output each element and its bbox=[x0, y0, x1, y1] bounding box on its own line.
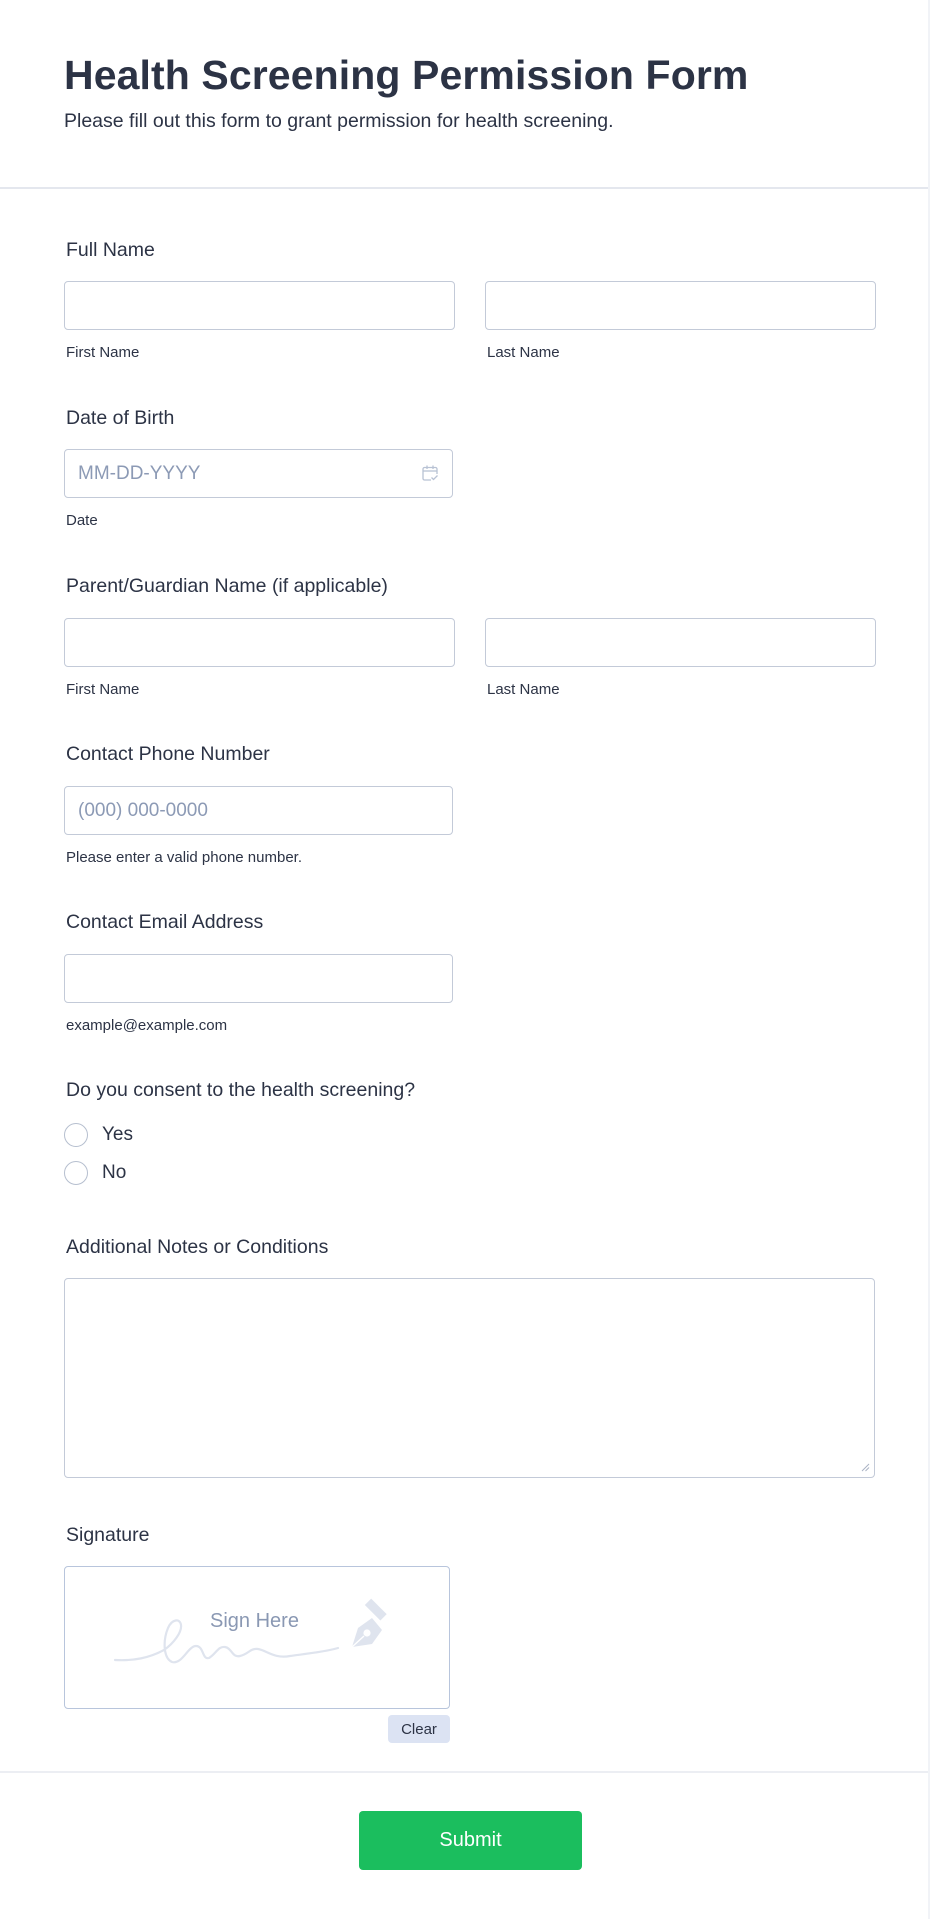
phone-sublabel: Please enter a valid phone number. bbox=[66, 849, 302, 866]
phone-input[interactable] bbox=[64, 786, 453, 835]
full-name-label: Full Name bbox=[66, 239, 155, 261]
page-subtitle: Please fill out this form to grant permission for health screening. bbox=[64, 110, 614, 132]
full-name-first-sublabel: First Name bbox=[66, 344, 140, 361]
guardian-last-sublabel: Last Name bbox=[487, 681, 560, 698]
email-input[interactable] bbox=[64, 954, 453, 1003]
guardian-last-input[interactable] bbox=[485, 618, 876, 667]
notes-label: Additional Notes or Conditions bbox=[66, 1236, 329, 1258]
signature-pad[interactable] bbox=[64, 1566, 450, 1709]
full-name-last-input[interactable] bbox=[485, 281, 876, 330]
consent-option-yes[interactable] bbox=[64, 1122, 133, 1148]
resize-grip-icon[interactable] bbox=[860, 1462, 870, 1472]
email-sublabel: example@example.com bbox=[66, 1017, 228, 1034]
full-name-first-input[interactable] bbox=[64, 281, 455, 330]
footer-divider bbox=[0, 1771, 928, 1773]
clear-signature-button[interactable]: Clear bbox=[388, 1715, 450, 1743]
guardian-first-input[interactable] bbox=[64, 618, 455, 667]
consent-option-no[interactable] bbox=[64, 1160, 126, 1186]
radio-button-yes[interactable] bbox=[64, 1123, 88, 1147]
signature-label: Signature bbox=[66, 1524, 150, 1546]
radio-label-no: No bbox=[102, 1162, 127, 1183]
submit-button[interactable]: Submit bbox=[359, 1811, 582, 1870]
header-divider bbox=[0, 187, 928, 189]
signature-placeholder: Sign Here bbox=[210, 1610, 299, 1632]
dob-label: Date of Birth bbox=[66, 407, 175, 429]
page-title: Health Screening Permission Form bbox=[64, 52, 749, 98]
guardian-first-sublabel: First Name bbox=[66, 681, 140, 698]
dob-input[interactable] bbox=[64, 449, 453, 498]
notes-textarea[interactable] bbox=[64, 1278, 875, 1478]
email-label: Contact Email Address bbox=[66, 911, 264, 933]
dob-sublabel: Date bbox=[66, 512, 98, 529]
consent-label: Do you consent to the health screening? bbox=[66, 1079, 416, 1101]
radio-label-yes: Yes bbox=[102, 1124, 133, 1145]
full-name-last-sublabel: Last Name bbox=[487, 344, 560, 361]
radio-button-no[interactable] bbox=[64, 1161, 88, 1185]
calendar-check-icon[interactable] bbox=[421, 464, 439, 482]
form-header bbox=[0, 0, 930, 188]
guardian-label: Parent/Guardian Name (if applicable) bbox=[66, 575, 388, 597]
phone-label: Contact Phone Number bbox=[66, 743, 270, 765]
